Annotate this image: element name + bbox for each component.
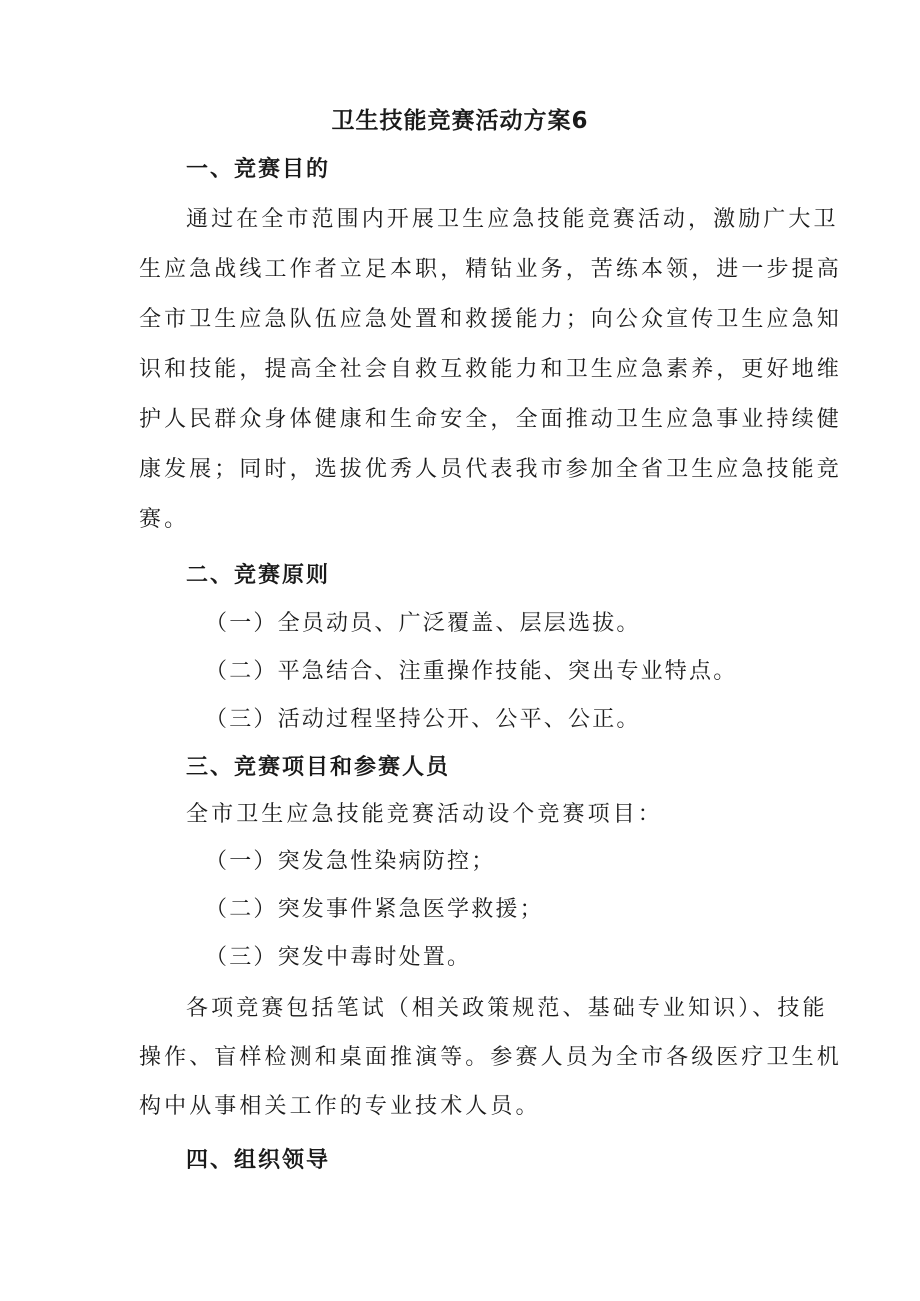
paragraph-line: 构中从事相关工作的专业技术人员。 <box>139 1094 541 1119</box>
list-item: （三）活动过程坚持公开、公平、公正。 <box>205 707 641 732</box>
document-title: 卫生技能竞赛活动方案6 <box>331 108 589 134</box>
section-heading-purpose: 一、竞赛目的 <box>186 157 331 182</box>
section-heading-principles: 二、竞赛原则 <box>186 563 331 588</box>
list-item: （一）突发急性染病防控； <box>205 849 496 874</box>
paragraph-line: 生应急战线工作者立足本职，精钻业务，苦练本领，进一步提高 <box>139 257 842 282</box>
section-heading-organization: 四、组织领导 <box>186 1148 331 1173</box>
list-item: （三）突发中毒时处置。 <box>205 945 472 970</box>
paragraph-line: 操作、盲样检测和桌面推演等。参赛人员为全市各级医疗卫生机 <box>139 1045 842 1070</box>
paragraph-line: 全市卫生应急技能竞赛活动设个竞赛项目： <box>186 802 663 827</box>
paragraph-line: 识和技能，提高全社会自救互救能力和卫生应急素养，更好地维 <box>139 357 842 382</box>
section-heading-events: 三、竞赛项目和参赛人员 <box>186 755 451 780</box>
paragraph-line: 康发展；同时，选拔优秀人员代表我市参加全省卫生应急技能竞 <box>139 457 842 482</box>
list-item: （二）平急结合、注重操作技能、突出专业特点。 <box>205 659 738 684</box>
list-item: （二）突发事件紧急医学救援； <box>205 897 544 922</box>
paragraph-line: 全市卫生应急队伍应急处置和救援能力；向公众宣传卫生应急知 <box>139 307 842 332</box>
paragraph-line: 护人民群众身体健康和生命安全，全面推动卫生应急事业持续健 <box>139 407 842 432</box>
paragraph-line: 各项竞赛包括笔试（相关政策规范、基础专业知识）、技能 <box>186 996 828 1021</box>
paragraph-line: 赛。 <box>139 507 190 532</box>
paragraph-line: 通过在全市范围内开展卫生应急技能竞赛活动，激励广大卫 <box>186 207 839 232</box>
list-item: （一）全员动员、广泛覆盖、层层选拔。 <box>205 611 641 636</box>
